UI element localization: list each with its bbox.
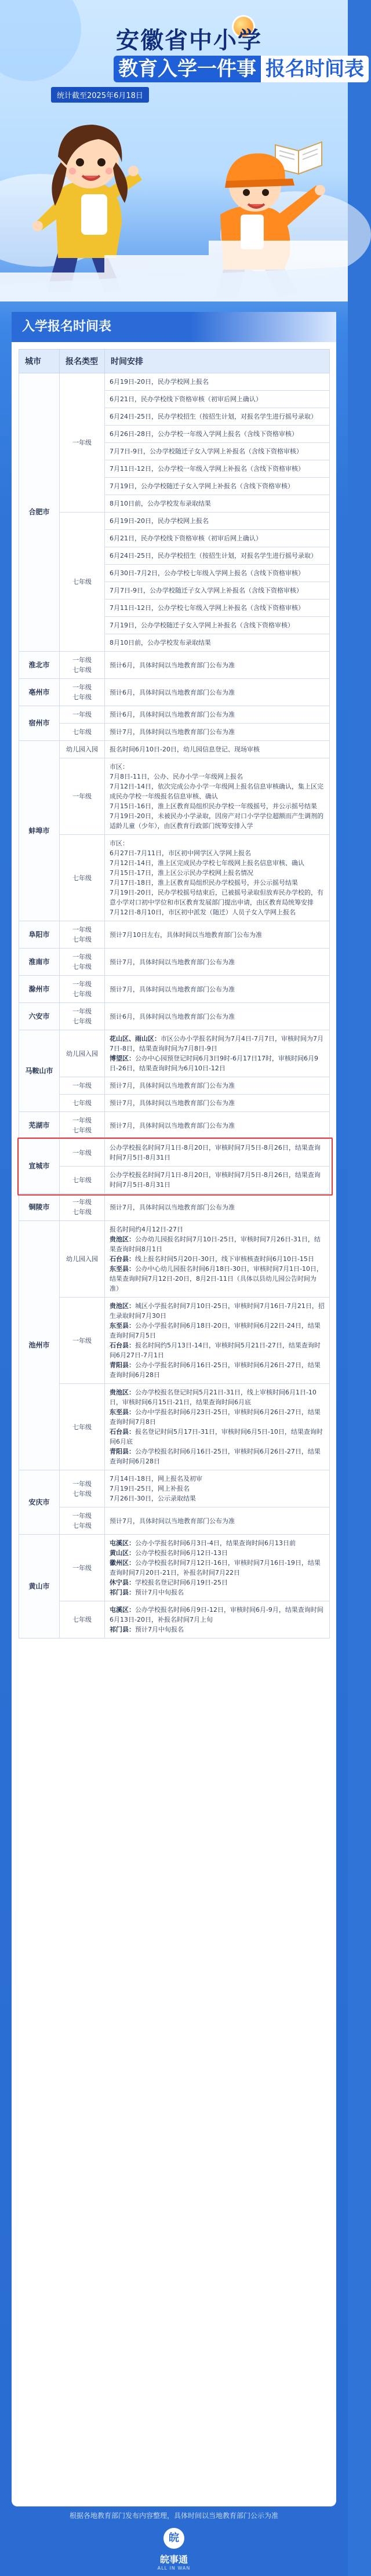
schedule-cell — [105, 600, 330, 617]
schedule-cell — [105, 1194, 330, 1221]
schedule-line: 7月14日-18日，网上报名及初审 7月19日-25日，网上补报名 7月26日-30日，公示录取结果 — [110, 1475, 202, 1502]
schedule-line: 公办学校报名时间7月1日-8月20日，审核时间7月5日-8月26日，结果查询时间7月5日-8月31日 — [110, 1144, 321, 1161]
schedule-line: 青阳县：公办学校报名时间6月16日-25日，审核时间6月26日-27日，结果查询时间6月28日 — [110, 1448, 321, 1465]
hero-subtitle — [114, 56, 369, 82]
schedule-line: 报名时间约4月12日-27日 — [110, 1226, 183, 1233]
schedule-cell — [105, 1601, 330, 1638]
schedule-cell — [105, 495, 330, 513]
schedule-cell — [105, 547, 330, 565]
table-row — [19, 1601, 330, 1638]
schedule-line: 预计7月，具体时间以当地教育部门公布为准 — [110, 728, 235, 736]
city-cell: 安庆市 — [19, 1470, 60, 1535]
schedule-cell — [105, 1139, 330, 1167]
table-row — [19, 835, 330, 921]
schedule-line: 6月21日，民办学校线下资格审核（初审后网上确认） — [110, 535, 262, 542]
grade-cell: 一年级 七年级 — [60, 921, 105, 949]
schedule-cell — [105, 949, 330, 976]
city-cell: 宣城市 — [19, 1139, 60, 1194]
hero-banner — [0, 0, 364, 301]
schedule-table — [19, 349, 330, 1638]
city-cell: 铜陵市 — [19, 1194, 60, 1221]
grade-cell: 一年级 七年级 — [60, 679, 105, 706]
schedule-cell — [105, 1030, 330, 1077]
schedule-line: 预计6月，具体时间以当地教育部门公布为准 — [110, 1012, 235, 1020]
schedule-line: 7月17日-18日，淮上区教育局组织民办学校摇号，并公示摇号结果 — [110, 879, 298, 886]
schedule-line: 公办学校报名时间7月1日-8月20日，审核时间7月5日-8月26日，结果查询时间7月5日-8月31日 — [110, 1171, 321, 1189]
grade-cell: 七年级 — [60, 1167, 105, 1194]
city-cell: 芜湖市 — [19, 1112, 60, 1139]
schedule-line: 7月7日-9日，公办学校随迁子女入学网上补报名（含线下资格审核） — [110, 587, 303, 594]
table-row — [19, 1030, 330, 1077]
schedule-cell — [105, 1095, 330, 1112]
schedule-line: 预计7月，具体时间以当地教育部门公布为准 — [110, 1203, 235, 1211]
schedule-cell — [105, 976, 330, 1003]
schedule-cell — [105, 652, 330, 679]
city-cell: 马鞍山市 — [19, 1030, 60, 1112]
city-cell: 蚌埠市 — [19, 741, 60, 921]
stair-decoration — [0, 232, 348, 301]
table-row — [19, 1003, 330, 1030]
schedule-cell — [105, 373, 330, 391]
grade-cell: 一年级 — [60, 706, 105, 724]
table-row — [19, 1298, 330, 1384]
city-cell: 池州市 — [19, 1221, 60, 1470]
table-row — [19, 741, 330, 758]
table-body — [19, 373, 330, 1638]
schedule-line: 预计7月，具体时间以当地教育部门公布为准 — [110, 1121, 235, 1129]
schedule-line: 青阳县：公办小学报名时间6月16日-25日，审核时间6月26日-27日，结果查询时间6月28日 — [110, 1361, 321, 1379]
grade-cell: 一年级 — [60, 1535, 105, 1601]
schedule-line: 博望区：公办中心园预登记时间6月3日9时-6月17日17时，审核时间6月9日-26日，结果查询时间为6月10日-12日 — [110, 1055, 318, 1072]
schedule-cell — [105, 835, 330, 921]
schedule-line: 6月30日-7月2日，公办学校七年级入学网上报名（含线下资格审核） — [110, 569, 304, 577]
city-cell: 滁州市 — [19, 976, 60, 1003]
table-row — [19, 513, 330, 530]
schedule-line: 7月12日-14日，依次完成公办小学一年级网上报名信息审核确认，集上区完成民办学校一年级报名信息审核、确认 — [110, 783, 323, 800]
schedule-cell — [105, 391, 330, 408]
grade-cell: 幼儿园入园 — [60, 1221, 105, 1298]
schedule-line: 石台县：报名时间约5月13日-14日，审核时间5月21日-27日，结果查询时间6月27日-7月1日 — [110, 1342, 321, 1359]
schedule-line: 石台县：线上报名时间5月20日-30日，线下审核核查时间6月10日-15日 — [110, 1255, 314, 1263]
schedule-cell — [105, 1535, 330, 1601]
city-cell: 宿州市 — [19, 706, 60, 741]
header-city: 城市 — [19, 350, 60, 373]
table-row — [19, 1384, 330, 1470]
grade-cell: 七年级 — [60, 1095, 105, 1112]
schedule-line: 预计7月，具体时间以当地教育部门公布为准 — [110, 1082, 235, 1089]
schedule-line: 6月26日-28日，公办学校一年级入学网上报名（含线下资格审核） — [110, 430, 298, 438]
schedule-line: 7月11日-12日，公办学校一年级入学网上补报名（含线下资格审核） — [110, 465, 304, 473]
grade-cell: 七年级 — [60, 835, 105, 921]
schedule-line: 7月19日-20日，未被民办小学录取，因房产对口小学学位超额而产生调剂的适龄儿童（少年），由区教育行政部门统筹安排入学 — [110, 812, 323, 830]
schedule-line: 祁门县：预计7月中旬报名 — [110, 1626, 184, 1633]
table-row — [19, 1095, 330, 1112]
table-row — [19, 724, 330, 741]
table-row-highlighted — [19, 1167, 330, 1194]
schedule-cell — [105, 443, 330, 460]
schedule-cell — [105, 706, 330, 724]
table-row — [19, 1535, 330, 1601]
schedule-line: 7月15日-16日，淮上区教育局组织民办学校一年级摇号，并公示摇号结果 — [110, 802, 317, 810]
grade-cell: 幼儿园入园 — [60, 741, 105, 758]
city-cell: 合肥市 — [19, 373, 60, 652]
grade-cell: 幼儿园入园 — [60, 1030, 105, 1077]
footer-note: 根据各地教育部门发布内容整理，具体时间以当地教育部门公示为准 — [69, 2512, 278, 2520]
schedule-line: 市区： — [110, 840, 129, 847]
schedule-line: 预计7月，具体时间以当地教育部门公布为准 — [110, 1517, 235, 1525]
table-row — [19, 1077, 330, 1095]
table-row — [19, 1470, 330, 1507]
schedule-line: 预计6月，具体时间以当地教育部门公布为准 — [110, 711, 235, 718]
grade-cell: 一年级 七年级 — [60, 1507, 105, 1535]
schedule-line: 7月12日-14日，淮上区完成民办学校七年级网上报名信息审核、确认 — [110, 859, 304, 867]
schedule-line: 6月19日-20日，民办学校网上报名 — [110, 378, 209, 386]
grade-cell: 七年级 — [60, 724, 105, 741]
grade-cell: 一年级 — [60, 1139, 105, 1167]
schedule-line: 预计6月，具体时间以当地教育部门公布为准 — [110, 688, 235, 696]
table-row — [19, 1507, 330, 1535]
schedule-cell — [105, 1221, 330, 1298]
brand-name-en: ALL IN WAN — [157, 2566, 191, 2571]
grade-cell: 一年级 七年级 — [60, 1194, 105, 1221]
schedule-line: 石台县：报名登记时间5月17日-31日，审核时间6月5日-10日，结果查询时间6月底 — [110, 1428, 323, 1445]
schedule-cell — [105, 634, 330, 652]
stat-date-tag: 统计截至2025年6月18日 — [51, 87, 149, 103]
schedule-line: 贵池区：公办幼儿园报名时间7月10日-25日，审核时间7月26日-31日，结果查询时间8月1日 — [110, 1236, 321, 1253]
schedule-cell — [105, 530, 330, 547]
grade-cell: 一年级 — [60, 1298, 105, 1384]
schedule-line: 贵池区：公办学校报名登记时间5月21日-31日，线上审核时间6月1日-10日，审核时间6月15日-21日，结果查询时间6月底 — [110, 1389, 317, 1406]
brand-logo-icon: 皖 — [163, 2528, 184, 2549]
schedule-cell — [105, 724, 330, 741]
schedule-line: 6月27日-7月11日，市区初中网学区入学网上报名 — [110, 849, 251, 857]
city-cell: 亳州市 — [19, 679, 60, 706]
sky-circle — [0, 0, 81, 81]
city-cell: 阜阳市 — [19, 921, 60, 949]
schedule-line: 6月24日-25日，民办学校招生（按招生计划，对报名学生进行摇号录取） — [110, 552, 317, 559]
schedule-cell — [105, 921, 330, 949]
table-row — [19, 1194, 330, 1221]
schedule-line: 市区： — [110, 763, 129, 771]
schedule-card — [12, 312, 336, 2506]
city-cell: 六安市 — [19, 1003, 60, 1030]
schedule-cell — [105, 679, 330, 706]
schedule-cell — [105, 582, 330, 600]
schedule-cell — [105, 758, 330, 835]
grade-cell: 一年级 七年级 — [60, 1003, 105, 1030]
city-cell: 淮南市 — [19, 949, 60, 976]
schedule-cell — [105, 426, 330, 443]
schedule-cell — [105, 408, 330, 426]
schedule-line: 8月10日前，公办学校发布录取结果 — [110, 500, 211, 507]
table-row — [19, 679, 330, 706]
schedule-line: 东至县：公办小学报名时间6月18日-20日，审核时间6月22日-24日，结果查询时间7月5日 — [110, 1322, 321, 1339]
schedule-line: 预计7月，具体时间以当地教育部门公布为准 — [110, 958, 235, 966]
schedule-cell — [105, 741, 330, 758]
schedule-cell — [105, 565, 330, 582]
table-row — [19, 652, 330, 679]
schedule-line: 贵池区：城区小学报名时间7月10日-25日，审核时间7月16日-7月21日，招生录取时间7月30日 — [110, 1302, 325, 1320]
schedule-cell — [105, 1112, 330, 1139]
schedule-line: 预计6月，具体时间以当地教育部门公布为准 — [110, 661, 235, 669]
table-row — [19, 758, 330, 835]
schedule-line: 祁门县：预计7月中旬报名 — [110, 1589, 184, 1596]
schedule-cell — [105, 1003, 330, 1030]
schedule-line: 8月10日前，公办学校发布录取结果 — [110, 639, 211, 646]
schedule-line: 预计7月，具体时间以当地教育部门公布为准 — [110, 985, 235, 993]
grade-cell: 一年级 七年级 — [60, 652, 105, 679]
grade-cell: 七年级 — [60, 513, 105, 652]
schedule-line: 屯溪区：公办学校报名时间6月9日-12日，审核时间6月-9月，结果查询时间6月13日-20日，补报名时间7月上旬 — [110, 1606, 323, 1623]
city-cell: 黄山市 — [19, 1535, 60, 1638]
schedule-line: 休宁县：学校报名登记时间6月19日-25日 — [110, 1579, 228, 1586]
schedule-cell — [105, 1077, 330, 1095]
grade-cell: 一年级 七年级 — [60, 949, 105, 976]
grade-cell: 一年级 七年级 — [60, 1112, 105, 1139]
schedule-line: 东至县：公办中心幼儿园报名时间6月18日-30日，审核时间7月1日-10日，结果查询时间7月12日-20日，8月2日-11日（具体以县幼儿园公告时间为准） — [110, 1265, 323, 1292]
schedule-line: 屯溪区：公办小学报名时间6月3日-4日，结果查询时间6月13日前 — [110, 1539, 296, 1547]
schedule-line: 报名时间6月10日-20日，幼儿园信息登记、现场审核 — [110, 746, 260, 753]
table-row — [19, 706, 330, 724]
hero-title: 安徽省中小学 — [116, 27, 262, 54]
grade-cell: 一年级 — [60, 1077, 105, 1095]
schedule-line: 徽州区：公办学校报名时间7月12日-16日，审核时间7月16日-19日，结果查询时间7月20日-21日，补报名时间7月22日 — [110, 1559, 321, 1576]
schedule-cell — [105, 1470, 330, 1507]
schedule-cell — [105, 1298, 330, 1384]
hero-subtitle-part-a: 教育入学一件事 — [114, 56, 261, 82]
hero-subtitle-part-b: 报名时间表 — [261, 56, 369, 82]
city-cell: 淮北市 — [19, 652, 60, 679]
schedule-line: 7月19日-20日，民办学校摇号结束后，已被摇号录取但放弃民办学校的，有意小学对口初中学位和市区教育发展部门提出申请，由区教育局统筹安排 — [110, 889, 323, 906]
section-title: 入学报名时间表 — [12, 312, 336, 342]
table-row — [19, 949, 330, 976]
schedule-cell — [105, 1167, 330, 1194]
grade-cell: 一年级 七年级 — [60, 1470, 105, 1507]
table-row-highlighted — [19, 1139, 330, 1167]
schedule-line: 预计7月10日左右，具体时间以当地教育部门公布为准 — [110, 931, 262, 939]
grade-cell: 一年级 — [60, 758, 105, 835]
header-schedule: 时间安排 — [105, 350, 330, 373]
schedule-cell — [105, 1507, 330, 1535]
table-header-row — [19, 350, 330, 373]
schedule-line: 7月11日-12日，公办学校七年级入学网上补报名（含线下资格审核） — [110, 604, 304, 612]
schedule-line: 7月8日-11日，公办、民办小学一年级网上报名 — [110, 773, 243, 780]
schedule-line: 7月12日-8月10日，市区初中派发（随迁）人员子女入学网上报名 — [110, 909, 296, 916]
schedule-line: 7月7日-9日，公办学校随迁子女入学网上补报名（含线下资格审核） — [110, 448, 303, 455]
schedule-line: 花山区、雨山区：市区公办小学报名时间为7月4日-7月7日，审核时间为7月7日-8日，结果查询时间为7月8日-9日 — [110, 1035, 323, 1052]
schedule-line: 6月21日，民办学校线下资格审核（初审后网上确认） — [110, 395, 262, 403]
schedule-cell — [105, 617, 330, 634]
schedule-line: 6月24日-25日，民办学校招生（按招生计划，对报名学生进行摇号录取） — [110, 413, 317, 420]
schedule-cell — [105, 513, 330, 530]
schedule-cell — [105, 460, 330, 478]
grade-cell: 七年级 — [60, 1601, 105, 1638]
table-row — [19, 1221, 330, 1298]
table-row — [19, 921, 330, 949]
brand-name: 皖事通 — [159, 2554, 188, 2565]
grade-cell: 一年级 七年级 — [60, 976, 105, 1003]
schedule-line: 7月19日，公办学校随迁子女入学网上补报名（含线下资格审核） — [110, 622, 294, 629]
table-row — [19, 373, 330, 391]
schedule-cell — [105, 1384, 330, 1470]
schedule-cell — [105, 478, 330, 495]
schedule-line: 黄山区：公办学校报名时间6月12日-13日 — [110, 1549, 228, 1557]
header-type: 报名类型 — [60, 350, 105, 373]
schedule-line: 7月19日，公办学校随迁子女入学网上补报名（含线下资格审核） — [110, 482, 294, 490]
schedule-line: 7月15日-17日，淮上区公示民办学校网上报名情况 — [110, 869, 253, 877]
schedule-line: 预计7月，具体时间以当地教育部门公布为准 — [110, 1099, 235, 1107]
schedule-line: 6月19日-20日，民办学校网上报名 — [110, 517, 209, 525]
grade-cell: 一年级 — [60, 373, 105, 513]
grade-cell: 七年级 — [60, 1384, 105, 1470]
table-row — [19, 976, 330, 1003]
brand-logo — [145, 2528, 203, 2571]
schedule-line: 东至县：公办中学报名时间6月23日-25日，审核时间6月26日-27日，结果查询时间7月8日 — [110, 1408, 321, 1426]
table-row — [19, 1112, 330, 1139]
